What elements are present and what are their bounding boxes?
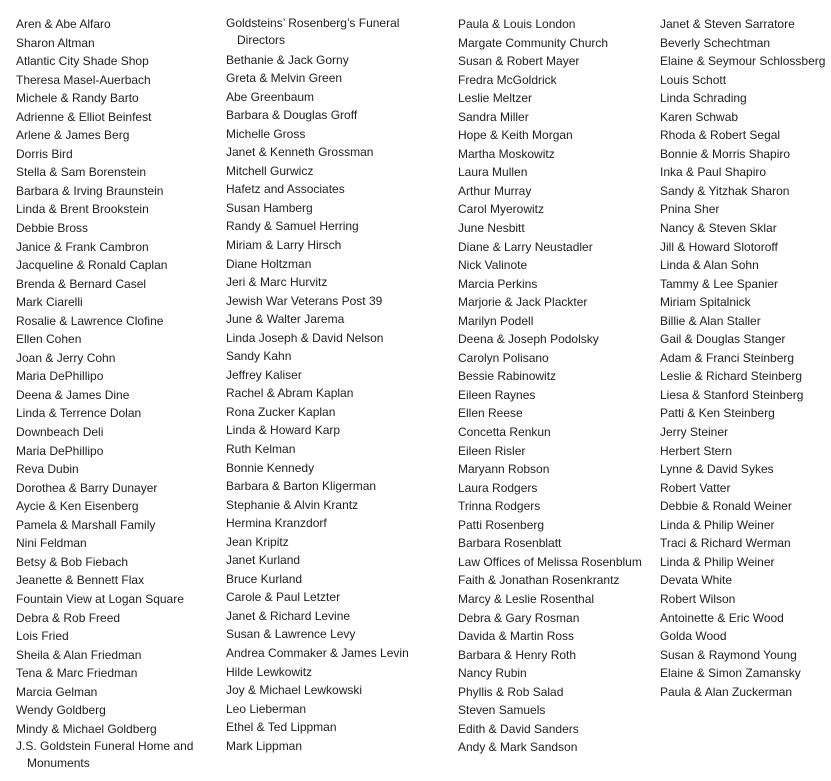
donor-name: Greta & Melvin Green <box>226 71 343 86</box>
donor-name: Herbert Stern <box>660 443 733 458</box>
donor-name: Susan Hamberg <box>226 200 313 215</box>
donor-name: Pamela & Marshall Family <box>16 517 156 532</box>
donor-name: Dorothea & Barry Dunayer <box>16 480 158 495</box>
donor-name: Randy & Samuel Herring <box>226 219 359 234</box>
donor-name: Michele & Randy Barto <box>16 91 139 106</box>
donor-name: Eileen Raynes <box>458 387 536 402</box>
donor-name: Linda & Alan Sohn <box>660 258 759 273</box>
donor-name: Fountain View at Logan Square <box>16 591 184 606</box>
donor-name: Fredra McGoldrick <box>458 72 557 87</box>
donor-name: Jill & Howard Slotoroff <box>660 239 778 254</box>
donor-name: Pnina Sher <box>660 202 720 217</box>
donor-column-3 <box>458 15 658 757</box>
donor-name: Aren & Abe Alfaro <box>16 17 111 31</box>
donor-name: Elaine & Seymour Schlossberg <box>660 54 826 69</box>
donor-name: Janet & Steven Sarratore <box>660 17 795 31</box>
donor-name: Joy & Michael Lewkowski <box>226 683 363 698</box>
donor-name: Diane & Larry Neustadler <box>458 239 593 254</box>
donor-name: Nini Feldman <box>16 536 87 551</box>
donor-name: Robert Vatter <box>660 480 731 495</box>
donor-name: Bethanie & Jack Gorny <box>226 52 349 67</box>
donor-name: Nancy & Steven Sklar <box>660 221 777 236</box>
donor-name: Dorris Bird <box>16 146 73 161</box>
donor-name: Bonnie & Morris Shapiro <box>660 146 791 161</box>
donor-name: Susan & Robert Mayer <box>458 54 580 69</box>
donor-name: Rosalie & Lawrence Clofine <box>16 313 164 328</box>
donor-name: Faith & Jonathan Rosenkrantz <box>458 573 620 588</box>
donor-name: Billie & Alan Staller <box>660 313 761 328</box>
donor-name: Rona Zucker Kaplan <box>226 404 336 419</box>
donor-name: Laura Rodgers <box>458 480 538 495</box>
donor-name: Atlantic City Shade Shop <box>16 54 149 69</box>
donor-name: Antoinette & Eric Wood <box>660 610 784 625</box>
donor-name: Theresa Masel-Auerbach <box>16 72 151 87</box>
donor-name: Jacqueline & Ronald Caplan <box>16 258 168 273</box>
donor-name: J.S. Goldstein Funeral Home and Monuments <box>16 739 194 771</box>
donor-name: Steven Samuels <box>458 703 546 718</box>
donor-name: Paula & Louis London <box>458 17 576 31</box>
donor-name: Barbara Rosenblatt <box>458 536 562 551</box>
donor-name: Carole & Paul Letzter <box>226 590 341 605</box>
donor-name: Jeri & Marc Hurvitz <box>226 275 328 290</box>
donor-name: Devata White <box>660 573 733 588</box>
donor-name: Abe Greenbaum <box>226 89 315 104</box>
donor-name: Ruth Kelman <box>226 441 296 456</box>
donor-name: Hermina Kranzdorf <box>226 516 327 531</box>
donor-name: Maria DePhillipo <box>16 443 104 458</box>
donor-name: Maryann Robson <box>458 462 550 477</box>
donor-name: Tammy & Lee Spanier <box>660 276 779 291</box>
donor-name: Leslie & Richard Steinberg <box>660 369 803 384</box>
donor-name: Beverly Schechtman <box>660 35 771 50</box>
donor-name: Janice & Frank Cambron <box>16 239 149 254</box>
donor-name: Margate Community Church <box>458 35 609 50</box>
donor-name: Mindy & Michael Goldberg <box>16 721 157 736</box>
donor-name: Barbara & Barton Kligerman <box>226 479 377 494</box>
donor-name: Linda & Philip Weiner <box>660 517 775 532</box>
donor-name: Rhoda & Robert Segal <box>660 128 781 143</box>
donor-name: Goldsteins’ Rosenberg’s Funeral Directors <box>226 16 400 47</box>
donor-name: Deena & James Dine <box>16 387 130 402</box>
donor-column-1 <box>16 15 216 774</box>
donor-name: Sandra Miller <box>458 109 529 124</box>
donor-name: Stephanie & Alvin Krantz <box>226 497 359 512</box>
donor-name: Mark Ciarelli <box>16 295 83 310</box>
donor-name: Traci & Richard Werman <box>660 536 791 551</box>
donor-name: Adrienne & Elliot Beinfest <box>16 109 152 124</box>
donor-name: Brenda & Bernard Casel <box>16 276 147 291</box>
donor-name: Joan & Jerry Cohn <box>16 350 116 365</box>
donor-name: Reva Dubin <box>16 462 79 477</box>
donor-name: Carolyn Polisano <box>458 350 549 365</box>
donor-name: Paula & Alan Zuckerman <box>660 684 793 699</box>
donor-name: Concetta Renkun <box>458 425 551 440</box>
donor-name: Aycie & Ken Eisenberg <box>16 499 139 514</box>
donor-name: Linda & Howard Karp <box>226 423 341 438</box>
donor-name: Laura Mullen <box>458 165 528 180</box>
donor-name: Karen Schwab <box>660 109 739 124</box>
donor-name: Linda Joseph & David Nelson <box>226 330 384 345</box>
donor-name: Janet & Kenneth Grossman <box>226 145 374 160</box>
donor-name: Deena & Joseph Podolsky <box>458 332 599 347</box>
donor-name: Elaine & Simon Zamansky <box>660 666 801 681</box>
donor-name: Bessie Rabinowitz <box>458 369 557 384</box>
donor-name: Michelle Gross <box>226 126 306 141</box>
donor-name: Tena & Marc Friedman <box>16 666 138 681</box>
donor-name: Rachel & Abram Kaplan <box>226 386 354 401</box>
donor-name: Ellen Cohen <box>16 332 82 347</box>
donor-name: Liesa & Stanford Steinberg <box>660 387 804 402</box>
donor-name: Phyllis & Rob Salad <box>458 684 564 699</box>
donor-name: Diane Holtzman <box>226 256 312 271</box>
donor-name: Bonnie Kennedy <box>226 460 315 475</box>
donor-name: Arthur Murray <box>458 183 532 198</box>
donor-name: Janet Kurland <box>226 553 301 568</box>
donor-name: Linda & Brent Brookstein <box>16 202 149 217</box>
donor-name: Debbie & Ronald Weiner <box>660 499 792 514</box>
donor-name: Law Offices of Melissa Rosenblum <box>458 554 642 569</box>
donor-name: Hope & Keith Morgan <box>458 128 573 143</box>
donor-name: Mark Lippman <box>226 738 303 753</box>
donor-name: Leslie Meltzer <box>458 91 533 106</box>
donor-name: Jewish War Veterans Post 39 <box>226 293 383 308</box>
donor-name: Sandy Kahn <box>226 349 292 364</box>
donor-name: Inka & Paul Shapiro <box>660 165 767 180</box>
donor-name: Jerry Steiner <box>660 425 729 440</box>
donor-name: Andrea Commaker & James Levin <box>226 646 409 660</box>
donor-name: Barbara & Douglas Groff <box>226 108 358 123</box>
donor-name: Davida & Martin Ross <box>458 629 575 644</box>
donor-column-4 <box>660 15 830 701</box>
donor-name: Ethel & Ted Lippman <box>226 720 337 735</box>
donor-name: Edith & David Sanders <box>458 721 579 736</box>
donor-name: Leo Lieberman <box>226 701 307 716</box>
donor-name: Wendy Goldberg <box>16 703 106 718</box>
donor-name: Gail & Douglas Stanger <box>660 332 786 347</box>
donor-name: Ellen Reese <box>458 406 523 421</box>
donor-name: Jeanette & Bennett Flax <box>16 573 145 588</box>
donor-name: Linda Schrading <box>660 91 747 106</box>
donor-name: Sharon Altman <box>16 35 95 50</box>
donor-name: Patti & Ken Steinberg <box>660 406 775 421</box>
donor-name: Trinna Rodgers <box>458 499 541 514</box>
donor-name: Carol Myerowitz <box>458 202 545 217</box>
donor-name: Linda & Philip Weiner <box>660 554 775 569</box>
donor-name: Marilyn Podell <box>458 313 534 328</box>
donor-name: Nancy Rubin <box>458 666 527 681</box>
donor-name: Susan & Lawrence Levy <box>226 627 356 642</box>
donor-name: Lynne & David Sykes <box>660 462 774 477</box>
donor-name: Sandy & Yitzhak Sharon <box>660 183 790 198</box>
donor-name: Jean Kripitz <box>226 534 289 549</box>
donor-name: Sheila & Alan Friedman <box>16 647 142 662</box>
donor-name: Nick Valinote <box>458 258 528 273</box>
donor-column-2 <box>226 15 426 755</box>
donor-name: Stella & Sam Borenstein <box>16 165 147 180</box>
donor-name: Eileen Risler <box>458 443 526 458</box>
donor-name: Mitchell Gurwicz <box>226 163 314 178</box>
donor-name: Janet & Richard Levine <box>226 608 351 623</box>
donor-name: Hilde Lewkowitz <box>226 664 313 679</box>
donor-name: Betsy & Bob Fiebach <box>16 554 129 569</box>
donor-name: Debra & Rob Freed <box>16 610 121 625</box>
donor-name: Miriam & Larry Hirsch <box>226 237 342 252</box>
donor-name: Maria DePhillipo <box>16 369 104 384</box>
donor-name: Adam & Franci Steinberg <box>660 350 795 365</box>
donor-name: June Nesbitt <box>458 221 525 236</box>
donor-name: Marcy & Leslie Rosenthal <box>458 591 595 606</box>
donor-name: Jeffrey Kaliser <box>226 367 302 382</box>
donor-name: Arlene & James Berg <box>16 128 130 143</box>
donor-name: Downbeach Deli <box>16 425 104 440</box>
donor-name: Robert Wilson <box>660 591 736 606</box>
donor-name: Hafetz and Associates <box>226 182 345 197</box>
donor-name: Bruce Kurland <box>226 571 303 586</box>
donor-name: Martha Moskowitz <box>458 146 555 161</box>
donor-name: Barbara & Irving Braunstein <box>16 183 164 198</box>
donor-name: Marcia Perkins <box>458 276 538 291</box>
donor-name: Andy & Mark Sandson <box>458 740 578 755</box>
donor-name: Lois Fried <box>16 629 69 644</box>
donor-name: Marcia Gelman <box>16 684 98 699</box>
donor-name: Debbie Bross <box>16 221 89 236</box>
donor-name: Barbara & Henry Roth <box>458 647 577 662</box>
donor-name: Debra & Gary Rosman <box>458 610 580 625</box>
donor-name: Linda & Terrence Dolan <box>16 406 142 421</box>
donor-name: Susan & Raymond Young <box>660 647 797 662</box>
donor-name: Patti Rosenberg <box>458 517 545 532</box>
donor-name: Golda Wood <box>660 629 727 644</box>
donor-name: Louis Schott <box>660 72 727 87</box>
donor-name: Miriam Spitalnick <box>660 295 751 310</box>
donor-name: Marjorie & Jack Plackter <box>458 295 588 310</box>
donor-name: June & Walter Jarema <box>226 312 345 327</box>
